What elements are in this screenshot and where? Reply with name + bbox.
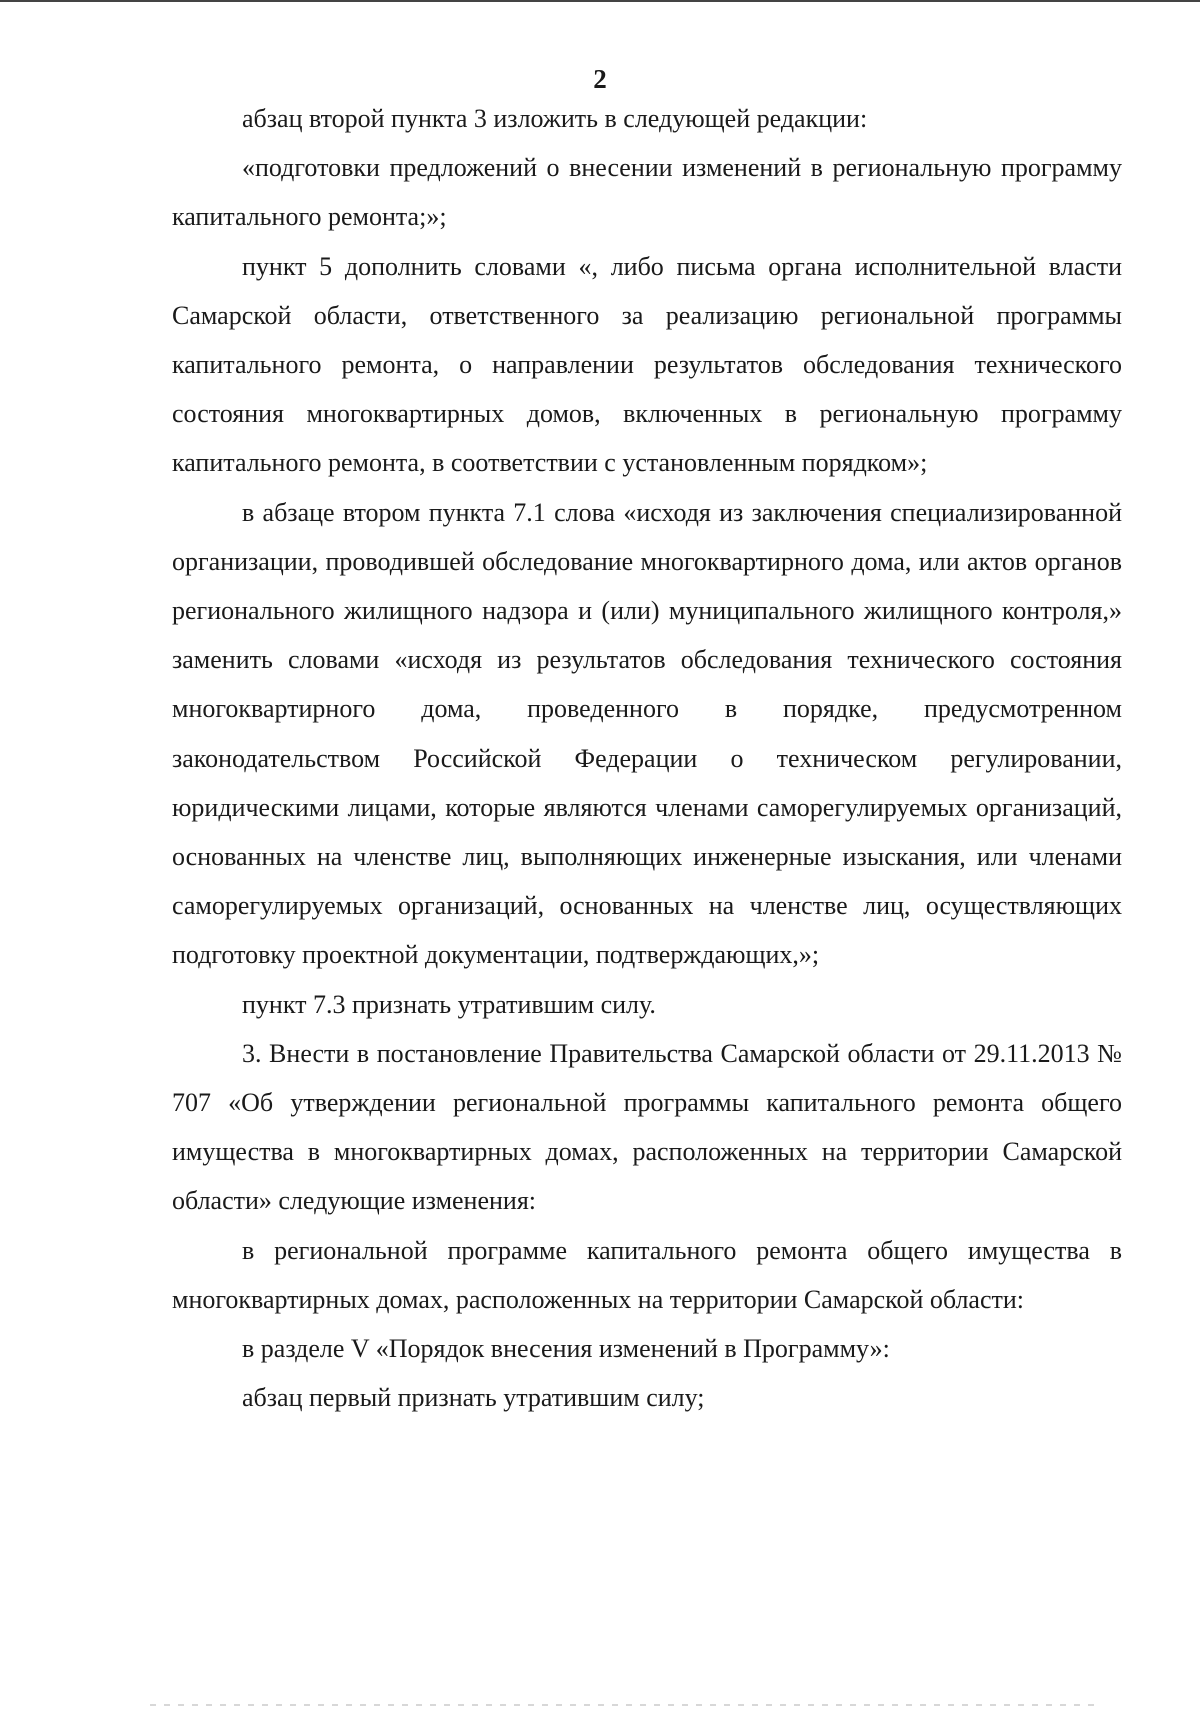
- paragraph-2: «подготовки предложений о внесении изменений в региональную программу капитального ремонта;»;: [172, 153, 1122, 232]
- paragraph-5: пункт 7.3 признать утратившим силу.: [242, 989, 656, 1019]
- paragraph-8: в разделе V «Порядок внесения изменений в Программу»:: [242, 1334, 890, 1364]
- document-body: [172, 94, 1122, 1422]
- paragraph-9: абзац первый признать утратившим силу;: [242, 1383, 705, 1413]
- paragraph-7: в региональной программе капитального ремонта общего имущества в многоквартирных домах, расположенных на территории Самарской области:: [172, 1235, 1122, 1314]
- paragraph-4: в абзаце втором пункта 7.1 слова «исходя из заключения специализированной организации, проводившей обследование многоквартирного дома, или актов органов регионального жилищного надзора и (или) муниципального жилищного контроля,» заменить словами «исходя из результатов обследования технического состояния многоквартирного дома, проведенного в порядке, предусмотренном законодательством Российской Федерации о техническом регулировании, юридическими лицами, которые являются членами саморегулируемых организаций, основанных на членстве лиц, выполняющих инженерные изыскания, или членами саморегулируемых организаций, основанных на членстве лиц, осуществляющих подготовку проектной документации, подтверждающих,»;: [172, 497, 1122, 970]
- paragraph-3: пункт 5 дополнить словами «, либо письма органа исполнительной власти Самарской области, ответственного за реализацию региональной программы капитального ремонта, о направлении результатов обследования технического состояния многоквартирных домов, включенных в региональную программу капитального ремонта, в соответствии с установленным порядком»;: [172, 251, 1122, 478]
- page-number: 2: [593, 64, 607, 94]
- paragraph-6: 3. Внести в постановление Правительства Самарской области от 29.11.2013 № 707 «Об утверждении региональной программы капитального ремонта общего имущества в многоквартирных домах, расположенных на территории Самарской области» следующие изменения:: [172, 1038, 1122, 1216]
- paragraph-1: абзац второй пункта 3 изложить в следующей редакции:: [242, 104, 868, 133]
- top-border-line: [0, 0, 1200, 2]
- scan-bottom-artifact: [150, 1704, 1100, 1706]
